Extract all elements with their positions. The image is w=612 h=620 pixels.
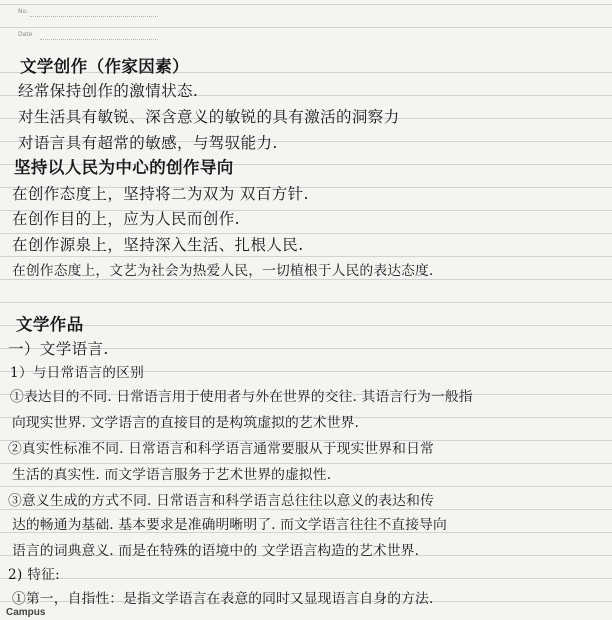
text-line: 对生活具有敏锐、深含意义的敏锐的具有激活的洞察力 (18, 108, 400, 126)
no-field-line (30, 16, 158, 17)
text-line: 在创作态度上，文艺为社会为热爱人民，一切植根于人民的表达态度. (12, 263, 434, 279)
text-line: 向现实世界. 文学语言的直接目的是构筑虚拟的艺术世界. (12, 415, 359, 431)
heading-creative-orientation: 坚持以人民为中心的创作导向 (14, 158, 234, 177)
no-label: No. (18, 8, 28, 15)
text-line: ③意义生成的方式不同. 日常语言和科学语言总往往以意义的表达和传 (8, 493, 434, 509)
heading-writing-creation: 文学创作（作家因素） (20, 57, 189, 76)
date-field-line (40, 39, 158, 40)
text-line: ②真实性标准不同. 日常语言和科学语言通常要服从于现实世界和日常 (8, 441, 434, 457)
text-line: 在创作源泉上，坚持深入生活、扎根人民. (12, 236, 304, 254)
text-line: 达的畅通为基础. 基本要求是准确明晰明了. 而文学语言往往不直接导向 (12, 517, 447, 533)
text-line: 生活的真实性. 而文学语言服务于艺术世界的虚拟性. (12, 467, 332, 483)
date-label: Date (18, 31, 33, 38)
heading-literary-works: 文学作品 (16, 315, 84, 334)
text-line: 在创作目的上，应为人民而创作. (12, 210, 240, 228)
subheading-features: 2) 特征: (8, 567, 61, 583)
text-line: ①表达目的不同. 日常语言用于使用者与外在世界的交往. 其语言行为一般指 (10, 389, 473, 405)
text-line: ①第一，自指性：是指文学语言在表意的同时又显现语言自身的方法. (12, 591, 434, 607)
text-line: 对语言具有超常的敏感，与驾驭能力. (18, 134, 278, 152)
subheading-difference: 1）与日常语言的区别 (10, 365, 145, 381)
campus-brand-logo: Campus (6, 607, 46, 618)
text-line: 在创作态度上，坚持将二为双为 双百方针. (12, 185, 309, 203)
subheading-literary-language: 一）文学语言. (8, 340, 109, 358)
text-line: 语言的词典意义. 而是在特殊的语境中的 文学语言构造的艺术世界. (12, 543, 420, 559)
text-line: 经常保持创作的激情状态. (18, 82, 199, 100)
